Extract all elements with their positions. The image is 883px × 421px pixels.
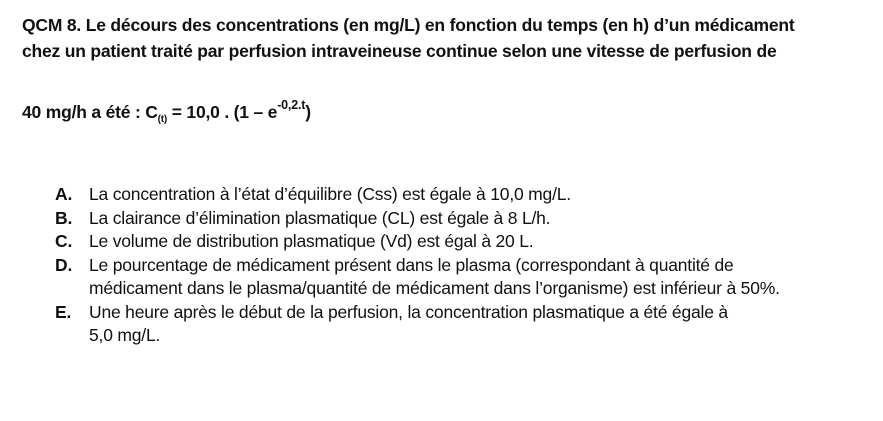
- answer-text-line: Le pourcentage de médicament présent dans le plasma (correspondant à quantité de: [89, 254, 734, 275]
- question-formula: [22, 92, 311, 133]
- answer-option-a[interactable]: [55, 183, 875, 207]
- formula-subscript: (t): [157, 114, 168, 125]
- answer-text-line: 5,0 mg/L.: [89, 325, 161, 345]
- answer-letter: E.: [55, 301, 72, 322]
- answer-option-c[interactable]: [55, 230, 875, 254]
- answer-text-line: médicament dans le plasma/quantité de médicament dans l’organisme) est inférieur à 50%.: [89, 278, 780, 298]
- formula-middle: = 10,0 . (1 – e: [167, 102, 278, 122]
- question-stem: [22, 12, 872, 64]
- answer-text-line: Une heure après le début de la perfusion, la concentration plasmatique a été égale à: [89, 301, 728, 322]
- answer-text: [89, 183, 875, 207]
- answer-text: [89, 301, 875, 348]
- answer-text-line: La concentration à l’état d’équilibre (Css) est égale à 10,0 mg/L.: [89, 184, 571, 204]
- question-line-2: chez un patient traité par perfusion intraveineuse continue selon une vitesse de perfusion de: [22, 41, 777, 61]
- answer-letter: B.: [55, 207, 73, 228]
- answer-text: [89, 207, 875, 231]
- answer-option-d[interactable]: [55, 254, 875, 301]
- answer-text: [89, 254, 875, 301]
- answer-option-e[interactable]: [55, 301, 875, 348]
- answer-list: [55, 183, 875, 348]
- answer-letter: C.: [55, 231, 73, 251]
- answer-text-line: Le volume de distribution plasmatique (Vd) est égal à 20 L.: [89, 231, 534, 251]
- answer-option-b[interactable]: [55, 207, 875, 231]
- answer-text: [89, 230, 875, 254]
- answer-text-line: La clairance d’élimination plasmatique (CL) est égale à 8 L/h.: [89, 207, 551, 228]
- formula-superscript: -0,2.t: [277, 98, 306, 112]
- formula-suffix: ): [305, 102, 311, 122]
- answer-letter: D.: [55, 254, 73, 275]
- formula-prefix: 40 mg/h a été : C: [22, 102, 158, 122]
- question-line-1: QCM 8. Le décours des concentrations (en mg/L) en fonction du temps (en h) d’un médicament: [22, 15, 795, 35]
- answer-letter: A.: [55, 184, 73, 204]
